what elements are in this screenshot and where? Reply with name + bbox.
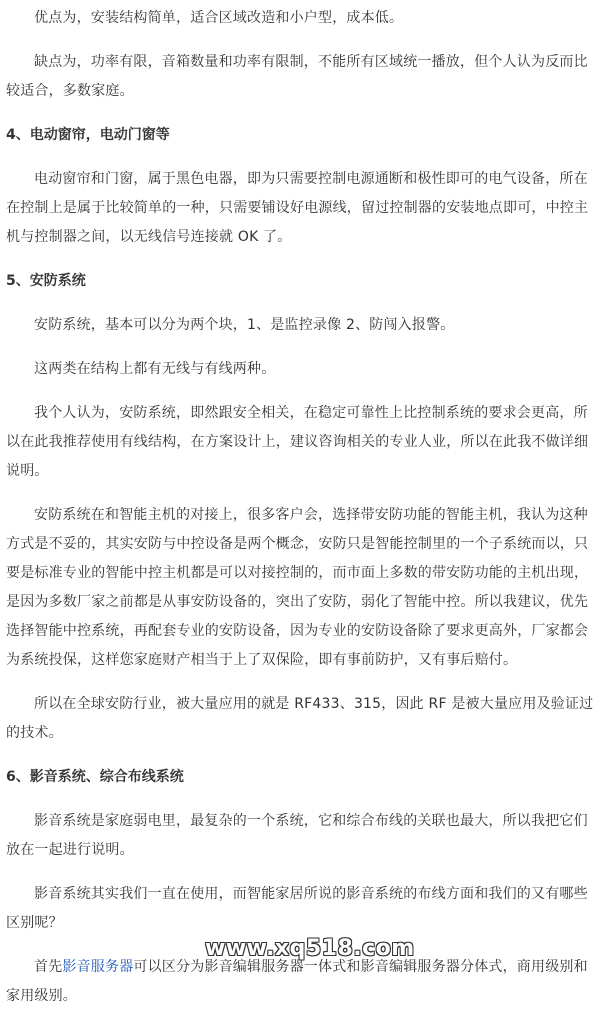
paragraph-security-host: 安防系统在和智能主机的对接上，很多客户会，选择带安防功能的智能主机，我认为这种方式是不妥的，其实安防与中控设备是两个概念，安防只是智能控制里的一个子系统而以，只要是标准专业的智能中控主机都是可以对接控制的，而市面上多数的带安防功能的主机出现，是因为多数厂家之前都是从事安防设备的，突出了安防，弱化了智能中控。所以我建议，优先选择智能中控系统，再配套专业的安防设备，因为专业的安防设备除了要求更高外，厂家都会为系统投保，这样您家庭财产相当于上了双保险，即有事前防护，又有事后赔付。 xyxy=(6,507,589,668)
article-body xyxy=(6,4,594,1011)
paragraph-curtains: 电动窗帘和门窗，属于黑色电器，即为只需要控制电源通断和极性即可的电气设备，所在在控制上是属于比较简单的一种，只需要铺设好电源线，留过控制器的安装地点即可，中控主机与控制器之间，以无线信号连接就 OK 了。 xyxy=(6,171,589,245)
paragraph-cons: 缺点为，功率有限，音箱数量和功率有限制，不能所有区域统一播放，但个人认为反而比较适合，多数家庭。 xyxy=(6,54,588,99)
av-server-link[interactable]: 影音服务器 xyxy=(62,959,134,975)
paragraph-security-opinion: 我个人认为，安防系统，即然跟安全相关，在稳定可靠性上比控制系统的要求会更高，所以在此我推荐使用有线结构，在方案设计上，建议咨询相关的专业人业，所以在此我不做详细说明。 xyxy=(6,405,589,479)
paragraph-av-difference: 影音系统其实我们一直在使用，而智能家居所说的影音系统的布线方面和我们的又有哪些区别呢？ xyxy=(6,886,588,931)
paragraph-av-server-prefix: 首先 xyxy=(34,959,63,975)
heading-security: 5、安防系统 xyxy=(6,273,86,289)
paragraph-av-intro: 影音系统是家庭弱电里，最复杂的一个系统，它和综合布线的关联也最大，所以我把它们放在一起进行说明。 xyxy=(6,813,588,858)
heading-curtains: 4、电动窗帘，电动门窗等 xyxy=(6,127,170,143)
paragraph-pros: 优点为，安装结构简单，适合区域改造和小户型，成本低。 xyxy=(34,10,404,26)
heading-av: 6、影音系统、综合布线系统 xyxy=(6,769,184,785)
paragraph-av-server xyxy=(6,953,594,1011)
paragraph-security-types: 安防系统，基本可以分为两个块，1、是监控录像 2、防闯入报警。 xyxy=(34,317,455,333)
paragraph-security-structure: 这两类在结构上都有无线与有线两种。 xyxy=(34,361,276,377)
paragraph-av-server-suffix: 可以区分为影音编辑服务器一体式和影音编辑服务器分体式，商用级别和家用级别。 xyxy=(6,959,588,1004)
paragraph-rf: 所以在全球安防行业，被大量应用的就是 RF433、315，因此 RF 是被大量应用及验证过的技术。 xyxy=(6,696,594,741)
site-watermark: www.xq518.com xyxy=(205,936,415,961)
